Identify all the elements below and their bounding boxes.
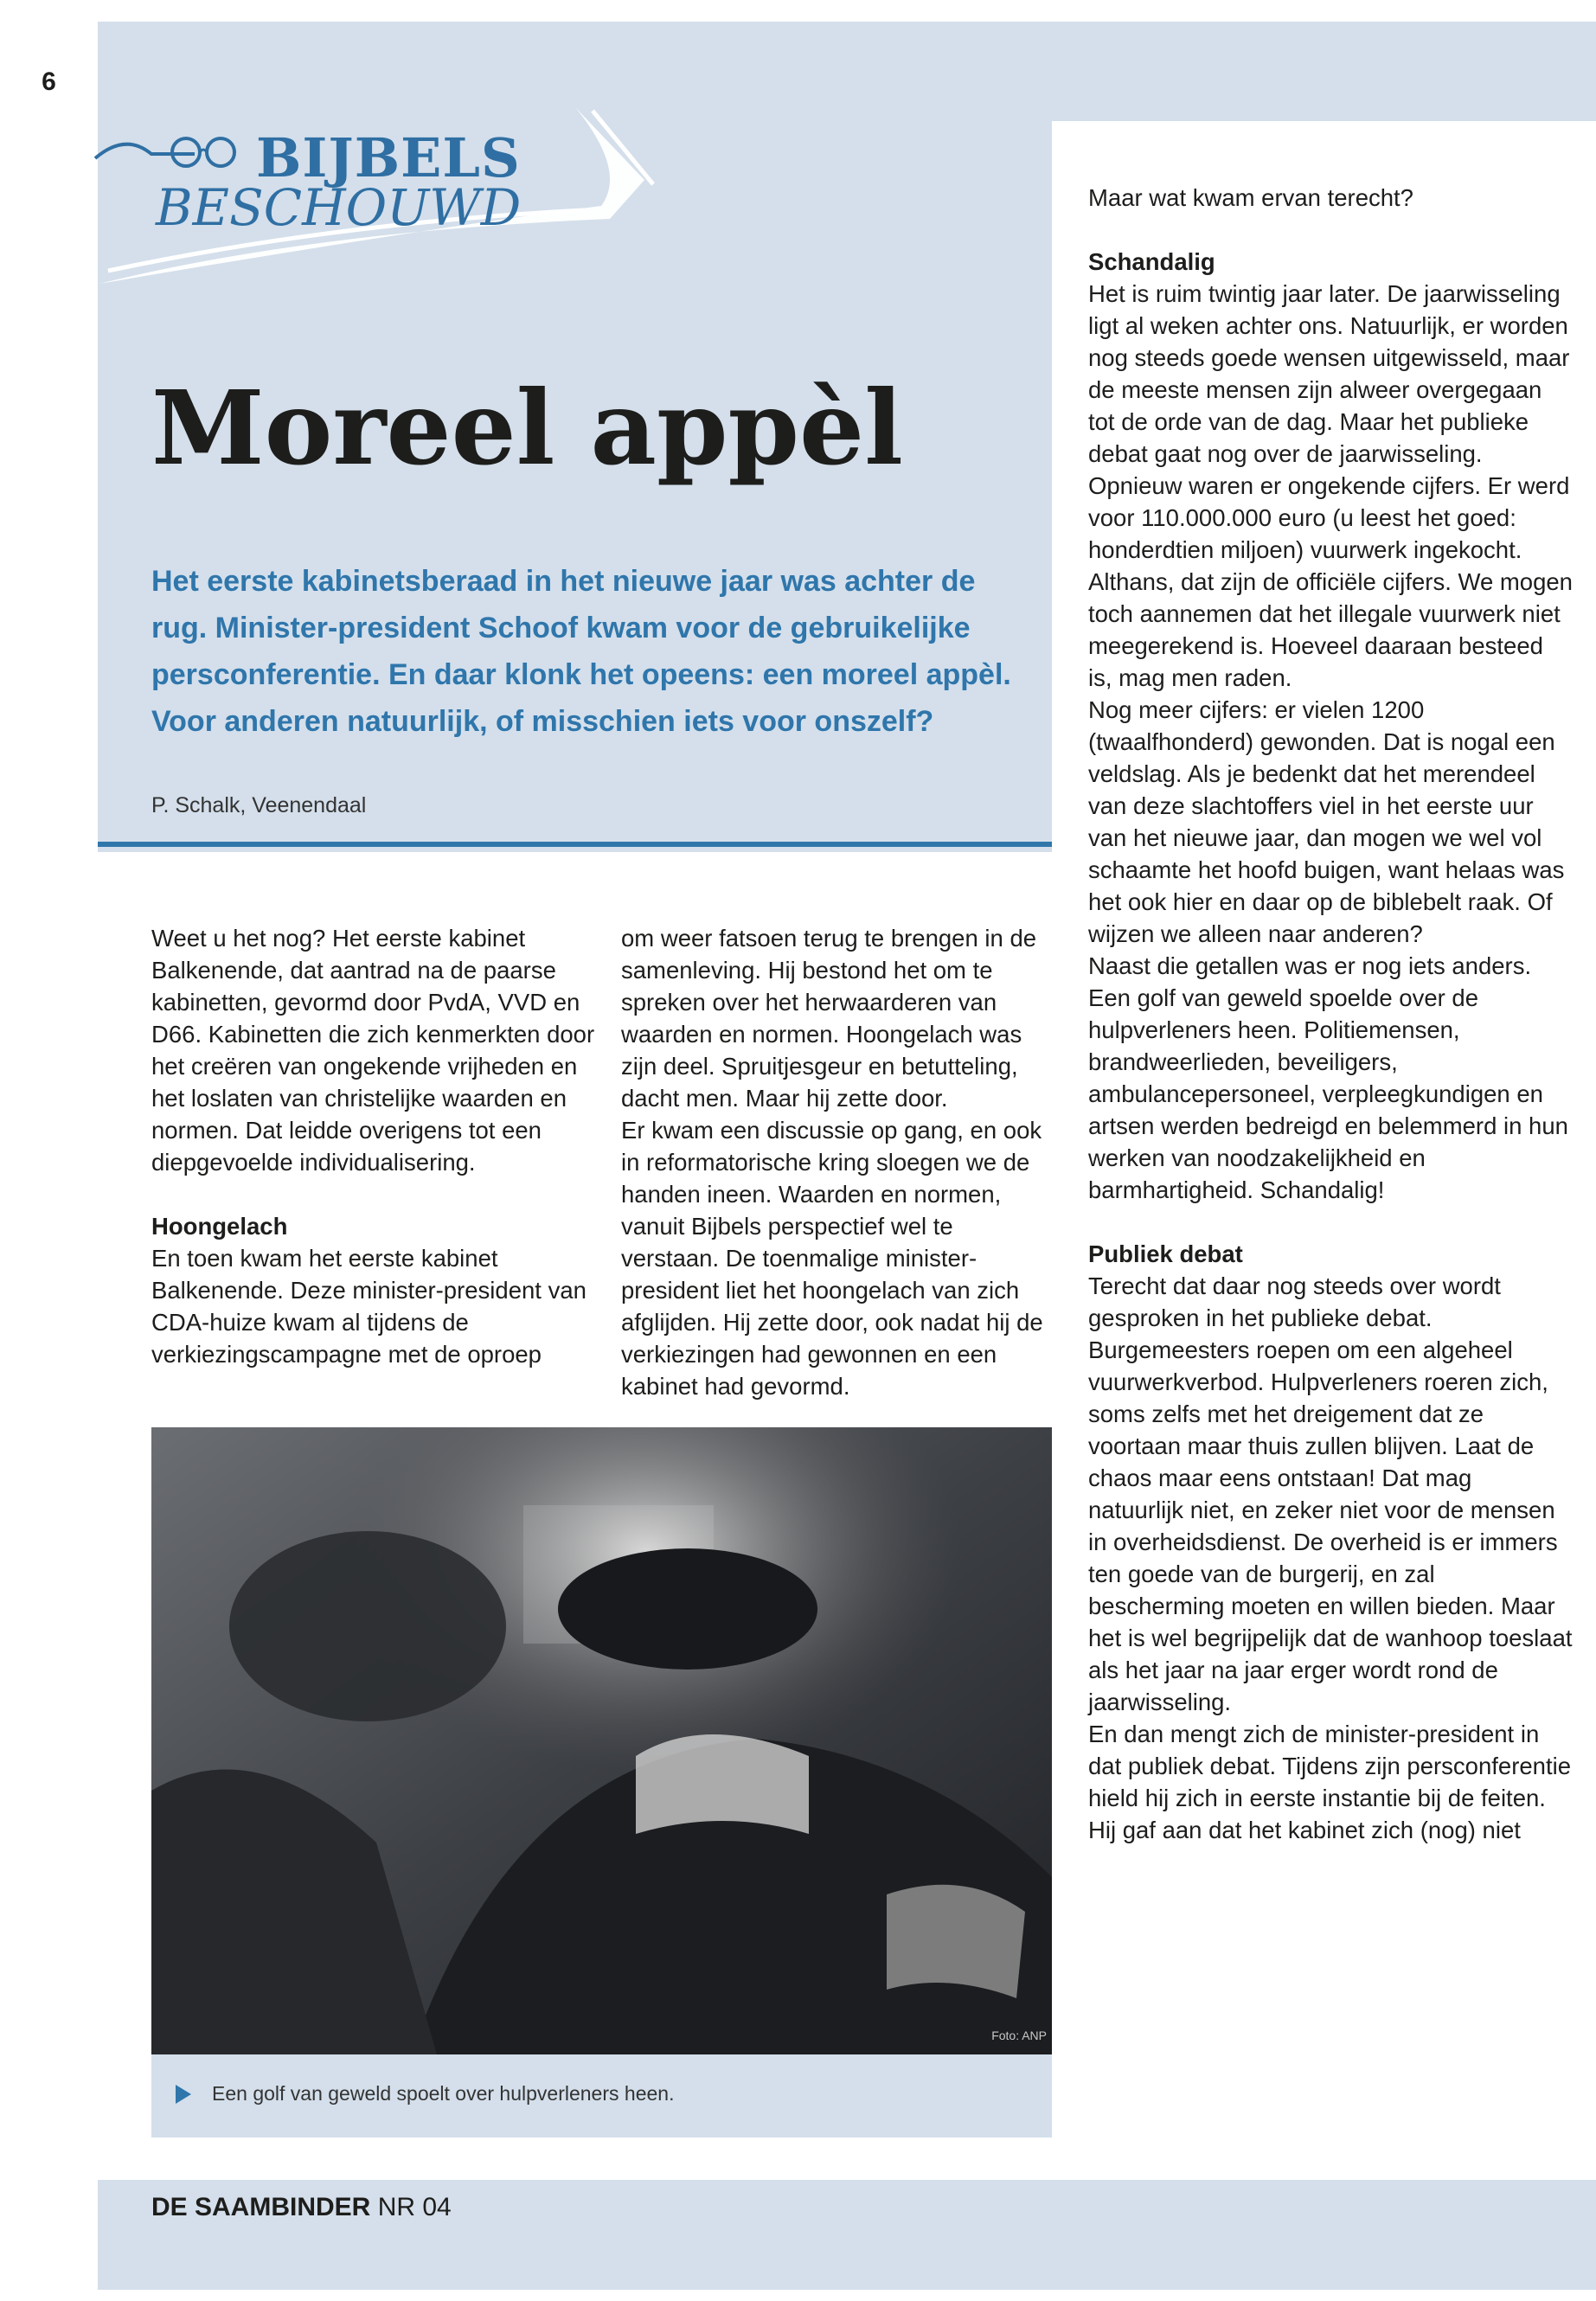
logo-line-2: BESCHOUWD (156, 178, 522, 237)
paragraph: Het is ruim twintig jaar later. De jaarwisseling ligt al weken achter ons. Natuurlijk, er worden nog steeds goede wensen uitgewisseld, maar de meeste mensen zijn alweer overgegaan tot de orde van de dag. Maar het publieke debat gaat nog over de jaarwisseling. (1088, 280, 1570, 467)
text-column-3 (1088, 182, 1573, 1846)
footer (151, 2193, 452, 2222)
footer-brand: DE SAAMBINDER (151, 2193, 371, 2221)
paragraph: En dan mengt zich de minister-president in dat publiek debat. Tijdens zijn persconferentie hield hij zich in eerste instantie bij de feiten. Hij gaf aan dat het kabinet zich (nog) niet (1088, 1721, 1571, 1843)
photo-credit: Foto: ANP (991, 2029, 1047, 2042)
paragraph: En toen kwam het eerste kabinet Balkenende. Deze minister-president van CDA-huize kwam al tijdens de verkiezingscampagne met de oproep (151, 1245, 586, 1368)
text-column-1 (151, 922, 601, 1370)
paragraph: Opnieuw waren er ongekende cijfers. Er werd voor 110.000.000 euro (u leest het goed: honderdtien miljoen) vuurwerk ingekocht. Althans, dat zijn de officiële cijfers. We mogen toch aannemen dat het illegale vuurwerk niet meegerekend is. Hoeveel daaraan besteed is, mag men raden. (1088, 472, 1573, 691)
paragraph: Weet u het nog? Het eerste kabinet Balkenende, dat aantrad na de paarse kabinetten, gevormd door PvdA, VVD en D66. Kabinetten die zich kenmerkten door het creëren van ongekende vrijheden en het loslaten van christelijke waarden en normen. Dat leidde overigens tot een diepgevoelde individualisering. (151, 925, 595, 1176)
article-intro: Het eerste kabinetsberaad in het nieuwe jaar was achter de rug. Minister-president Schoof kwam voor de gebruikelijke persconferentie. En daar klonk het opeens: een moreel appèl. Voor anderen natuurlijk, of misschien iets voor onszelf? (151, 565, 1011, 738)
paragraph: Terecht dat daar nog steeds over wordt gesproken in het publieke debat. Burgemeesters roepen om een algeheel vuurwerkverbod. Hulpverleners roeren zich, soms zelfs met het dreigement dat ze voortaan maar thuis zullen blijven. Laat de chaos maar eens ontstaan! Dat mag natuurlijk niet, en zeker niet voor de mensen in overheidsdienst. De overheid is er immers ten goede van de burgerij, en zal bescherming moeten en willen bieden. Maar het is wel begrijpelijk dat de wanhoop toeslaat als het jaar na jaar erger wordt rond de jaarwisseling. (1088, 1272, 1573, 1715)
subheading: Schandalig (1088, 248, 1215, 275)
paragraph: om weer fatsoen terug te brengen in de samenleving. Hij bestond het om te spreken over het herwaarderen van waarden en normen. Hoongelach was zijn deel. Spruitjesgeur en betutteling, dacht men. Maar hij zette door. (621, 925, 1037, 1112)
subheading: Hoongelach (151, 1213, 288, 1240)
paragraph: Maar wat kwam ervan terecht? (1088, 184, 1413, 211)
caption-arrow-icon (176, 2085, 191, 2104)
paragraph: Naast die getallen was er nog iets anders. Een golf van geweld spoelde over de hulpverleners heen. Politiemensen, brandweerlieden, beveiligers, ambulancepersoneel, verpleegkundigen en artsen werden bedreigd en belemmerd in hun werken van noodzakelijkheid en barmhartigheid. Schandalig! (1088, 952, 1568, 1203)
footer-issue: NR 04 (377, 2193, 452, 2221)
police-photo-icon (151, 1427, 1052, 2054)
text-column-2 (621, 922, 1052, 1402)
subheading: Publiek debat (1088, 1240, 1243, 1267)
photo-caption: Een golf van geweld spoelt over hulpverleners heen. (212, 2082, 675, 2105)
logo-line-1: BIJBELS (256, 126, 521, 189)
article-photo (151, 1427, 1052, 2054)
paragraph: Er kwam een discussie op gang, en ook in reformatorische kring sloegen we de handen ineen. Waarden en normen, vanuit Bijbels perspectief wel te verstaan. De toenmalige minister-president liet het hoongelach van zich afglijden. Hij zette door, ook nadat hij de verkiezingen had gewonnen en een kabinet had gevormd. (621, 1117, 1043, 1400)
divider (98, 842, 1052, 847)
article-title: Moreel appèl (151, 368, 903, 488)
paragraph: Nog meer cijfers: er vielen 1200 (twaalfhonderd) gewonden. Dat is nogal een veldslag. Als je bedenkt dat het merendeel van deze slachtoffers viel in het eerste uur van het nieuwe jaar, dan mogen we wel vol schaamte het hoofd buigen, want helaas was het ook hier en daar op de biblebelt raak. Of wijzen we alleen naar anderen? (1088, 696, 1565, 947)
article-author: P. Schalk, Veenendaal (151, 793, 367, 817)
page-number: 6 (42, 67, 56, 96)
